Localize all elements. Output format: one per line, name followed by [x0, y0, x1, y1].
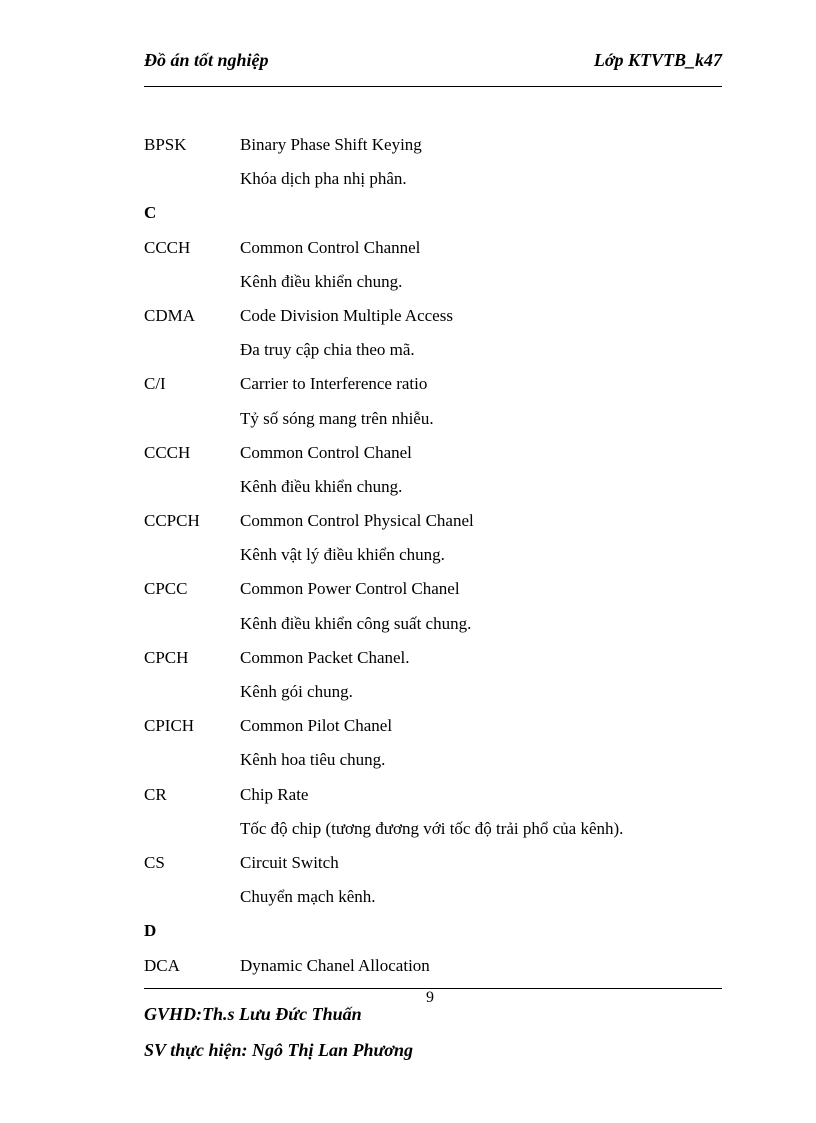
- term-vietnamese: Kênh gói chung.: [240, 682, 353, 701]
- abbreviation-row: [144, 781, 722, 815]
- abbreviation-row: [144, 336, 722, 370]
- abbreviation-row: [144, 405, 722, 439]
- abbreviation-row: [144, 712, 722, 746]
- section-letter-row: [144, 199, 722, 233]
- term-english: Common Control Physical Chanel: [240, 511, 474, 531]
- abbreviation: CCCH: [144, 442, 191, 462]
- page-header: [144, 50, 722, 78]
- term-english: Dynamic Chanel Allocation: [240, 955, 430, 975]
- term-vietnamese: Kênh vật lý điều khiển chung.: [240, 545, 445, 565]
- abbreviation: BPSK: [144, 135, 187, 154]
- abbreviation-row: [144, 268, 722, 302]
- footer-student: SV thực hiện: Ngô Thị Lan Phương: [144, 1040, 413, 1060]
- header-divider: [144, 86, 722, 87]
- term-english: Common Pilot Chanel: [240, 716, 393, 736]
- abbreviation-row: [144, 815, 722, 849]
- term-english: Common Power Control Chanel: [240, 579, 460, 599]
- abbreviation: DCA: [144, 955, 180, 975]
- abbreviation-row: [144, 849, 722, 883]
- abbreviation: CS: [144, 852, 165, 872]
- term-vietnamese: Khóa dịch pha nhị phân.: [240, 169, 407, 189]
- abbreviation-row: [144, 746, 722, 780]
- abbreviation-row: [144, 678, 722, 712]
- abbreviation-row: [144, 507, 722, 541]
- abbreviation-row: [144, 131, 722, 165]
- abbreviation: CDMA: [144, 305, 196, 325]
- abbreviation-row: [144, 575, 722, 609]
- term-english: Common Control Channel: [240, 237, 421, 257]
- abbreviation: CCPCH: [144, 511, 200, 531]
- abbreviation-row: [144, 610, 722, 644]
- abbreviation-row: [144, 302, 722, 336]
- term-english: Common Control Chanel: [240, 442, 412, 462]
- term-vietnamese: Kênh hoa tiêu chung.: [240, 750, 386, 770]
- abbreviation: CCCH: [144, 237, 191, 257]
- section-letter: C: [144, 203, 157, 223]
- section-letter-row: [144, 917, 722, 951]
- abbreviation-row: [144, 952, 722, 986]
- abbreviation-row: [144, 883, 722, 917]
- term-english: Code Division Multiple Access: [240, 305, 453, 325]
- abbreviation: CR: [144, 784, 167, 804]
- abbreviation-row: [144, 165, 722, 199]
- term-vietnamese: Đa truy cập chia theo mã.: [240, 340, 415, 360]
- abbreviation: CPCH: [144, 647, 189, 667]
- abbreviation: C/I: [144, 374, 166, 394]
- term-vietnamese: Kênh điều khiển chung.: [240, 271, 403, 291]
- term-vietnamese: Chuyển mạch kênh.: [240, 887, 376, 907]
- term-english: Binary Phase Shift Keying: [240, 135, 422, 154]
- abbreviation-row: [144, 370, 722, 404]
- footer-supervisor: GVHD:Th.s Lưu Đức Thuấn: [144, 1004, 362, 1024]
- term-vietnamese: Kênh điều khiển công suất chung.: [240, 613, 472, 633]
- abbreviation-row: [144, 541, 722, 575]
- abbreviation-row: [144, 439, 722, 473]
- abbreviation: CPICH: [144, 716, 195, 736]
- term-english: Carrier to Interference ratio: [240, 374, 428, 394]
- term-english: Chip Rate: [240, 784, 309, 804]
- abbreviation-list: [144, 131, 722, 986]
- page-number: 9: [426, 989, 434, 1006]
- term-english: Common Packet Chanel.: [240, 647, 410, 667]
- term-vietnamese: Tỷ số sóng mang trên nhiễu.: [240, 408, 434, 428]
- term-vietnamese: Kênh điều khiển chung.: [240, 476, 403, 496]
- term-vietnamese: Tốc độ chip (tương đương với tốc độ trải phổ của kênh).: [240, 818, 624, 838]
- header-title: Đồ án tốt nghiệp: [144, 50, 269, 70]
- term-english: Circuit Switch: [240, 852, 339, 872]
- abbreviation-row: [144, 644, 722, 678]
- section-letter: D: [144, 921, 157, 941]
- header-class: Lớp KTVTB_k47: [593, 50, 722, 70]
- abbreviation-row: [144, 234, 722, 268]
- abbreviation-row: [144, 473, 722, 507]
- abbreviation: CPCC: [144, 579, 188, 599]
